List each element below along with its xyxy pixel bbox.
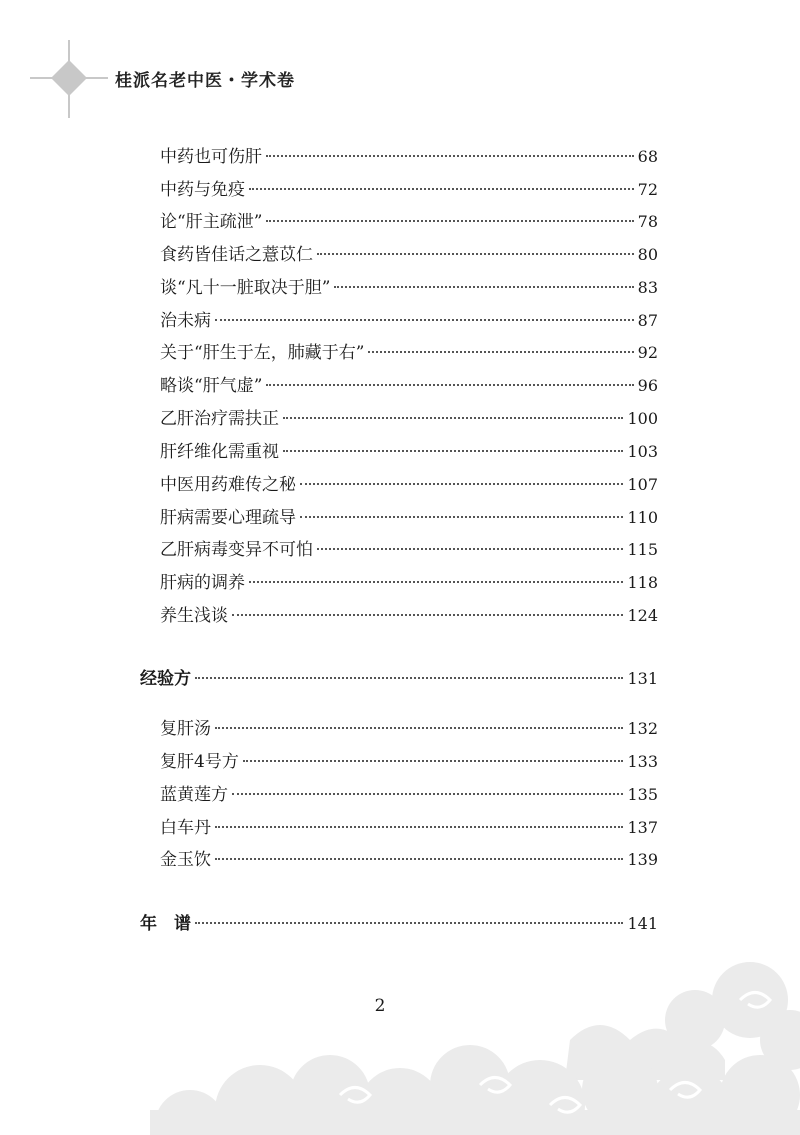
toc-dot-leader (283, 417, 623, 419)
toc-section-page: 141 (627, 914, 658, 933)
toc-entry-page: 133 (627, 752, 658, 771)
toc-section-title: 年 谱 (140, 914, 191, 934)
header-diamond-ornament (0, 40, 120, 120)
toc-dot-leader (215, 727, 623, 729)
toc-entry[interactable] (160, 408, 658, 430)
toc-entry[interactable] (160, 718, 658, 740)
toc-dot-leader (232, 614, 623, 616)
toc-entry-title: 中药与免疫 (160, 180, 245, 200)
toc-entry-page: 135 (627, 785, 658, 804)
toc-entry-title: 蓝黄莲方 (160, 785, 228, 805)
toc-entry-title: 养生浅谈 (160, 606, 228, 626)
toc-entry-page: 139 (627, 850, 658, 869)
toc-entry-page: 115 (627, 540, 658, 559)
toc-entry[interactable] (160, 474, 658, 496)
toc-section-jingyan[interactable] (140, 668, 658, 690)
toc-dot-leader (266, 155, 634, 157)
toc-dot-leader (300, 516, 623, 518)
toc-dot-leader (215, 319, 634, 321)
toc-entry-title: 金玉饮 (160, 850, 211, 870)
toc-entry[interactable] (160, 817, 658, 839)
toc-dot-leader (249, 188, 634, 190)
toc-entry-page: 72 (637, 180, 658, 199)
toc-dot-leader (215, 826, 623, 828)
toc-entry-page: 96 (637, 376, 658, 395)
toc-dot-leader (283, 450, 623, 452)
toc-section-nianpu[interactable] (140, 913, 658, 935)
toc-entry-page: 92 (637, 343, 658, 362)
toc-dot-leader (368, 351, 633, 353)
toc-entry-title: 复肝汤 (160, 719, 211, 739)
toc-entry-title: 中医用药难传之秘 (160, 475, 296, 495)
page-number: 2 (374, 996, 386, 1016)
toc-entry-title: 肝纤维化需重视 (160, 442, 279, 462)
toc-entry-title: 白车丹 (160, 818, 211, 838)
toc-dot-leader (334, 286, 633, 288)
toc-entry-page: 83 (637, 278, 658, 297)
toc-entry[interactable] (160, 605, 658, 627)
toc-dot-leader (195, 922, 623, 924)
toc-entry[interactable] (160, 310, 658, 332)
toc-entry-title: 肝病需要心理疏导 (160, 508, 296, 528)
toc-dot-leader (300, 483, 623, 485)
toc-entry-title: 关于“肝生于左，肺藏于右” (160, 343, 365, 363)
toc-entry[interactable] (160, 179, 658, 201)
toc-dot-leader (232, 793, 623, 795)
toc-entry-page: 78 (637, 212, 658, 231)
toc-entry-page: 100 (627, 409, 658, 428)
toc-entry-title: 略谈“肝气虚” (160, 376, 263, 396)
toc-entry-page: 68 (637, 147, 658, 166)
toc-entry[interactable] (160, 244, 658, 266)
toc-dot-leader (317, 253, 634, 255)
toc-dot-leader (266, 220, 633, 222)
toc-section-page: 131 (627, 669, 658, 688)
toc-entry-page: 124 (627, 606, 658, 625)
running-header-title: 桂派名老中医・学术卷 (115, 71, 295, 91)
toc-entry[interactable] (160, 539, 658, 561)
toc-entry[interactable] (160, 572, 658, 594)
toc-entry[interactable] (160, 784, 658, 806)
toc-entry[interactable] (160, 849, 658, 871)
toc-entry-page: 103 (627, 442, 658, 461)
toc-entry-title: 复肝4号方 (160, 752, 239, 772)
toc-entry-title: 论“肝主疏泄” (160, 212, 263, 232)
toc-dot-leader (195, 677, 623, 679)
toc-entry-title: 肝病的调养 (160, 573, 245, 593)
toc-dot-leader (243, 760, 624, 762)
toc-entry[interactable] (160, 146, 658, 168)
toc-entry-page: 87 (637, 311, 658, 330)
toc-entry-title: 治未病 (160, 311, 211, 331)
toc-dot-leader (249, 581, 623, 583)
toc-entry-title: 食药皆佳话之薏苡仁 (160, 245, 313, 265)
toc-dot-leader (215, 858, 623, 860)
toc-entry[interactable] (160, 277, 658, 299)
toc-entry[interactable] (160, 342, 658, 364)
toc-section-title: 经验方 (140, 669, 191, 689)
toc-entry[interactable] (160, 375, 658, 397)
toc-entry-page: 110 (627, 508, 658, 527)
toc-entry-page: 118 (627, 573, 658, 592)
toc-entry-title: 中药也可伤肝 (160, 147, 262, 167)
toc-entry-page: 107 (627, 475, 658, 494)
cloud-pattern-decoration (150, 960, 800, 1135)
toc-entry[interactable] (160, 211, 658, 233)
toc-entry[interactable] (160, 751, 658, 773)
toc-entry[interactable] (160, 441, 658, 463)
toc-dot-leader (317, 548, 623, 550)
toc-entry-title: 乙肝治疗需扶正 (160, 409, 279, 429)
toc-dot-leader (266, 384, 633, 386)
toc-entry-page: 137 (627, 818, 658, 837)
toc-entry-title: 谈“凡十一脏取决于胆” (160, 278, 331, 298)
toc-entry[interactable] (160, 507, 658, 529)
toc-entry-title: 乙肝病毒变异不可怕 (160, 540, 313, 560)
toc-entry-page: 132 (627, 719, 658, 738)
toc-entry-page: 80 (637, 245, 658, 264)
